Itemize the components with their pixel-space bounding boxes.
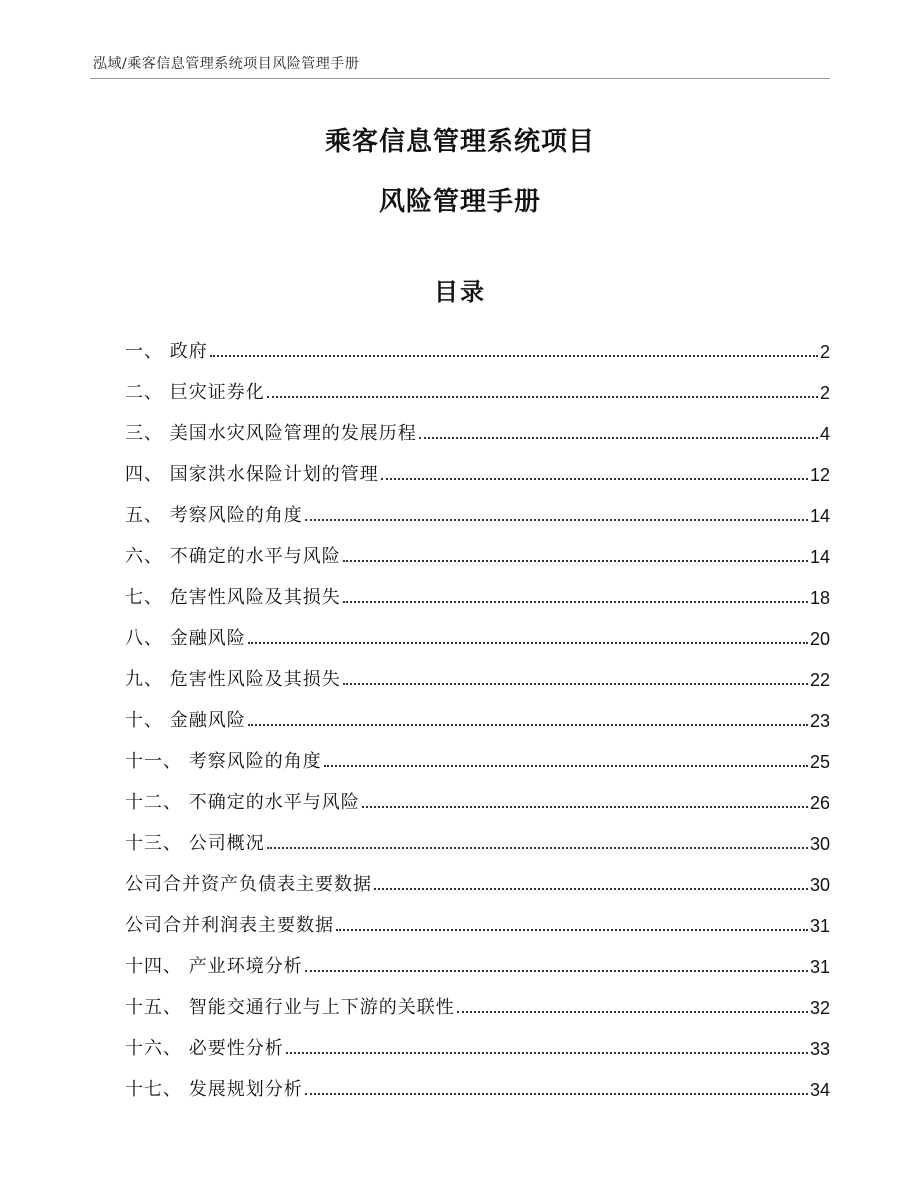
- toc-entry[interactable]: [125, 855, 830, 896]
- toc-entry-label: 十一、 考察风险的角度: [125, 751, 322, 772]
- toc-entry-label: 一、 政府: [125, 341, 208, 362]
- toc-entry-page-number: 31: [809, 957, 830, 977]
- toc-entry[interactable]: [125, 978, 830, 1019]
- table-of-contents: [125, 322, 830, 1101]
- toc-entry-label: 十六、 必要性分析: [125, 1038, 284, 1059]
- toc-entry[interactable]: [125, 937, 830, 978]
- toc-entry-page-number: 32: [809, 998, 830, 1018]
- toc-entry-label: 三、 美国水灾风险管理的发展历程: [125, 423, 417, 444]
- toc-entry[interactable]: [125, 568, 830, 609]
- toc-entry-label: 七、 危害性风险及其损失: [125, 587, 341, 608]
- toc-entry-page-number: 31: [809, 916, 830, 936]
- toc-entry-page-number: 14: [809, 506, 830, 526]
- running-header: 泓域/乘客信息管理系统项目风险管理手册: [93, 56, 360, 72]
- toc-entry-page-number: 12: [809, 465, 830, 485]
- toc-dot-leader: [336, 929, 808, 931]
- toc-entry-label: 八、 金融风险: [125, 628, 246, 649]
- toc-entry-page-number: 4: [819, 424, 830, 444]
- toc-entry-page-number: 33: [809, 1039, 830, 1059]
- toc-entry-page-number: 34: [809, 1080, 830, 1100]
- toc-entry-page-number: 20: [809, 629, 830, 649]
- toc-entry[interactable]: [125, 691, 830, 732]
- toc-entry-page-number: 23: [809, 711, 830, 731]
- document-title-line1: 乘客信息管理系统项目: [324, 127, 595, 157]
- toc-entry[interactable]: [125, 609, 830, 650]
- toc-dot-leader: [286, 1052, 808, 1054]
- toc-entry[interactable]: [125, 650, 830, 691]
- toc-entry-label: 四、 国家洪水保险计划的管理: [125, 464, 379, 485]
- toc-dot-leader: [419, 437, 818, 439]
- toc-entry-page-number: 25: [809, 752, 830, 772]
- toc-entry-page-number: 26: [809, 793, 830, 813]
- toc-dot-leader: [267, 396, 818, 398]
- toc-dot-leader: [210, 355, 818, 357]
- toc-entry-page-number: 2: [819, 383, 830, 403]
- toc-entry-label: 十四、 产业环境分析: [125, 956, 303, 977]
- toc-entry[interactable]: [125, 527, 830, 568]
- toc-dot-leader: [381, 478, 808, 480]
- toc-entry-label: 十二、 不确定的水平与风险: [125, 792, 360, 813]
- toc-entry-page-number: 14: [809, 547, 830, 567]
- toc-entry-page-number: 30: [809, 875, 830, 895]
- toc-entry-page-number: 2: [819, 342, 830, 362]
- toc-entry-label: 二、 巨灾证券化: [125, 382, 265, 403]
- toc-entry-label: 公司合并利润表主要数据: [125, 915, 334, 936]
- toc-entry[interactable]: [125, 1019, 830, 1060]
- toc-entry[interactable]: [125, 404, 830, 445]
- toc-entry[interactable]: [125, 814, 830, 855]
- toc-entry-label: 十七、 发展规划分析: [125, 1079, 303, 1100]
- toc-entry[interactable]: [125, 445, 830, 486]
- toc-entry[interactable]: [125, 322, 830, 363]
- header-divider: [90, 78, 830, 79]
- toc-entry-page-number: 18: [809, 588, 830, 608]
- toc-entry[interactable]: [125, 896, 830, 937]
- toc-entry[interactable]: [125, 773, 830, 814]
- toc-dot-leader: [457, 1011, 808, 1013]
- toc-dot-leader: [267, 847, 808, 849]
- toc-entry-page-number: 22: [809, 670, 830, 690]
- toc-entry-label: 十五、 智能交通行业与上下游的关联性: [125, 997, 455, 1018]
- toc-dot-leader: [305, 970, 808, 972]
- toc-entry-label: 十三、 公司概况: [125, 833, 265, 854]
- document-title-line2: 风险管理手册: [378, 187, 541, 217]
- toc-entry-label: 五、 考察风险的角度: [125, 505, 303, 526]
- toc-dot-leader: [343, 560, 808, 562]
- toc-entry-label: 六、 不确定的水平与风险: [125, 546, 341, 567]
- toc-entry-label: 十、 金融风险: [125, 710, 246, 731]
- toc-entry[interactable]: [125, 486, 830, 527]
- toc-dot-leader: [343, 601, 808, 603]
- toc-dot-leader: [305, 1093, 808, 1095]
- toc-dot-leader: [362, 806, 808, 808]
- toc-dot-leader: [374, 888, 808, 890]
- toc-entry[interactable]: [125, 1060, 830, 1101]
- toc-dot-leader: [248, 724, 808, 726]
- toc-entry[interactable]: [125, 732, 830, 773]
- toc-entry-label: 公司合并资产负债表主要数据: [125, 874, 372, 895]
- toc-dot-leader: [343, 683, 808, 685]
- toc-heading: 目录: [434, 278, 486, 306]
- toc-entry-label: 九、 危害性风险及其损失: [125, 669, 341, 690]
- toc-dot-leader: [324, 765, 808, 767]
- toc-dot-leader: [248, 642, 808, 644]
- toc-entry-page-number: 30: [809, 834, 830, 854]
- toc-entry[interactable]: [125, 363, 830, 404]
- toc-dot-leader: [305, 519, 808, 521]
